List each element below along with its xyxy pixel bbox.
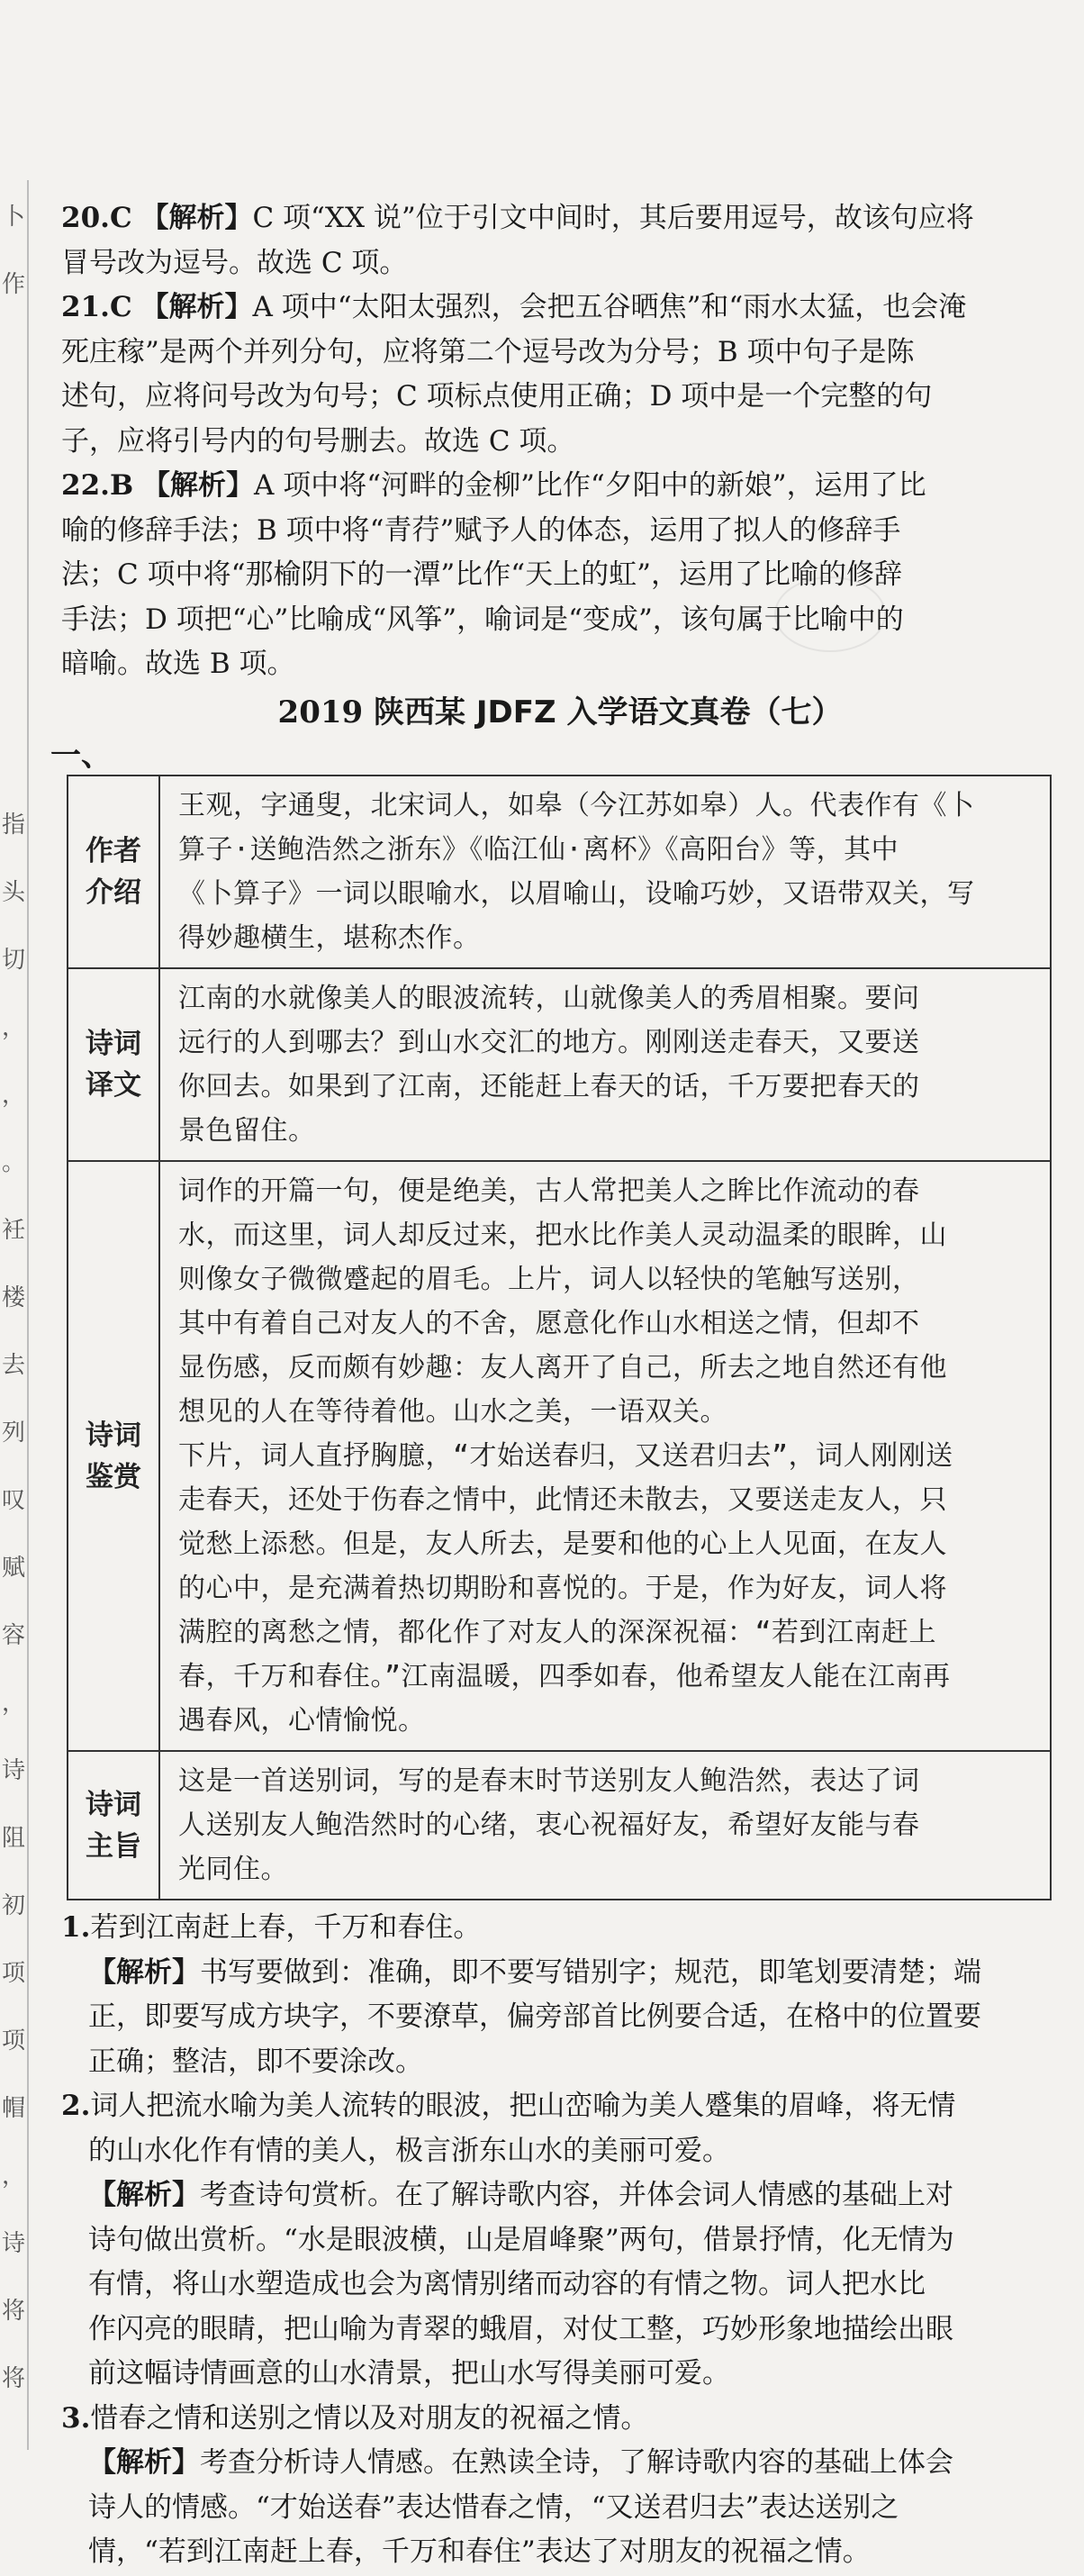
title-text: 陕西某 JDFZ 入学语文真卷（七） [374,694,843,730]
short-answers [61,1906,1059,2575]
answer-text: 词人把流水喻为美人流转的眼波，把山峦喻为美人蹙集的眉峰，将无情 [90,2090,956,2122]
analysis-text: 情，“若到江南赶上春，千万和春住”表达了对朋友的祝福之情。 [88,2535,871,2568]
margin-char: 项 [2,2027,26,2054]
item-text: 法；C 项中将“那榆阴下的一潭”比作“天上的虹”，运用了比喻的修辞 [61,558,902,591]
row-label-line: 主旨 [86,1829,141,1863]
item-line [61,642,1059,687]
margin-char: ， [2,1082,26,1109]
row-text-line: 得妙趣横生，堪称杰作。 [178,922,481,954]
analysis-text: 书写要做到：准确，即不要写错别字；规范，即笔划要清楚；端 [200,1955,981,1989]
document-content [50,196,1059,2575]
answer-text: 惜春之情和送别之情以及对朋友的祝福之情。 [90,2401,649,2435]
row-label-line: 诗词 [86,1788,141,1821]
section-heading: 一、 [50,738,112,774]
row-label-line: 诗词 [86,1419,141,1452]
margin-char: 项 [2,1960,26,1987]
answer-line [61,1906,1059,1951]
row-text-line: 景色留住。 [178,1115,316,1147]
analysis-tag: 【解析】 [140,202,253,234]
margin-char: 头 [2,879,26,906]
row-text-line: 算子·送鲍浩然之浙东》《临江仙·离杯》《高阳台》等，其中 [178,834,899,866]
item-text: 死庄稼”是两个并列分句，应将第二个逗号改为分号；B 项中句子是陈 [61,335,915,368]
analysis-line [61,2441,1059,2486]
row-label [68,1751,159,1900]
item-line [61,509,1059,554]
row-text-line: 则像女子微微蹙起的眉毛。上片，词人以轻快的笔触写送别， [178,1264,920,1295]
item-text: 述句，应将问号改为句号；C 项标点使用正确；D 项中是一个完整的句 [61,380,933,413]
analysis-tag: 【解析】 [88,2446,200,2479]
row-text-line: 想见的人在等待着他。山水之美，一语双关。 [178,1396,727,1428]
item-letter: C [109,202,132,234]
analysis-line [61,1995,1059,2040]
margin-char: ， [2,2163,26,2190]
item-line [61,286,1059,331]
analysis-text: 有情，将山水塑造成也会为离情别绪而动容的有情之物。词人把水比 [88,2268,926,2300]
item-text: A 项中“太阳太强烈，会把五谷晒焦”和“雨水太猛，也会淹 [252,291,967,323]
mc-answers [61,196,1059,687]
item-text: 手法；D 项把“心”比喻成“风筝”，喻词是“变成”，该句属于比喻中的 [61,603,904,636]
item-line [61,331,1059,376]
analysis-line [61,2040,1059,2085]
row-text [159,1161,1051,1751]
row-text-line: 你回去。如果到了江南，还能赶上春天的话，千万要把春天的 [178,1071,920,1102]
row-label [68,1161,159,1751]
row-text-line: 江南的水就像美人的眼波流转，山就像美人的秀眉相聚。要问 [178,983,920,1014]
row-label [68,776,159,968]
analysis-text: 作闪亮的眼睛，把山喻为青翠的蛾眉，对仗工整，巧妙形象地描绘出眼 [88,2312,953,2345]
margin-char: 将 [2,2298,26,2325]
margin-char: ， [2,1014,26,1041]
row-text [159,1751,1051,1900]
margin-char: 楼 [2,1284,26,1311]
answer-number: 1. [61,1911,91,1944]
margin-char: 切 [2,947,26,974]
exam-title [61,691,1059,736]
item-text: 冒号改为逗号。故选 C 项。 [61,246,408,279]
item-line [61,553,1059,598]
answer-line [61,2129,1059,2174]
margin-char: 列 [2,1420,26,1447]
item-line [61,375,1059,420]
analysis-text: 考查分析诗人情感。在熟读全诗，了解诗歌内容的基础上体会 [200,2446,953,2479]
row-text-line: 远行的人到哪去？到山水交汇的地方。刚刚送走春天，又要送 [178,1027,920,1058]
answer-line [61,2397,1059,2442]
analysis-text: 诗句做出赏析。“水是眼波横，山是眉峰聚”两句，借景抒情，化无情为 [88,2223,954,2256]
row-text [159,968,1051,1161]
margin-char: 去 [2,1352,26,1379]
left-margin-strip [0,180,29,2450]
margin-char: 将 [2,2365,26,2392]
analysis-text: 正，即要写成方块字，不要潦草，偏旁部首比例要合适，在格中的位置要 [88,2000,981,2033]
poem-info-table [67,775,1052,1900]
margin-char: 衽 [2,1217,26,1244]
answer-number: 2. [61,2090,91,2122]
margin-char: 诗 [2,1757,26,1784]
analysis-line [61,2263,1059,2308]
row-text-line: 遇春风，心情愉悦。 [178,1705,426,1737]
answer-line [61,2084,1059,2129]
analysis-line [61,2173,1059,2218]
margin-char: ， [2,1690,26,1717]
analysis-line [61,2218,1059,2263]
item-number: 22. [61,469,110,502]
margin-char: 作 [2,271,26,298]
row-label-line: 诗词 [86,1028,141,1060]
row-label-line: 鉴赏 [86,1460,141,1493]
margin-char: 指 [2,812,26,839]
row-text-line: 词作的开篇一句，便是绝美，古人常把美人之眸比作流动的春 [178,1175,920,1207]
item-number: 21. [61,291,110,323]
row-text-line: 满腔的离愁之情，都化作了对友人的深深祝福：“若到江南赶上 [178,1617,937,1648]
title-year: 2019 [277,694,364,730]
row-text-line: 王观，字通叟，北宋词人，如皋（今江苏如皋）人。代表作有《卜 [178,790,975,821]
item-letter: C [109,291,132,323]
item-number: 20. [61,202,110,234]
table-row [68,968,1051,1161]
item-line [61,464,1059,509]
row-label-line: 介绍 [86,876,141,909]
item-line [61,196,1059,241]
table-row [68,776,1051,968]
row-text-line: 的心中，是充满着热切期盼和喜悦的。于是，作为好友，词人将 [178,1573,947,1604]
row-label [68,968,159,1161]
row-text-line: 《卜算子》一词以眼喻水，以眉喻山，设喻巧妙，又语带双关，写 [178,878,975,910]
answer-text: 若到江南赶上春，千万和春住。 [90,1911,482,1944]
row-text-line: 显伤感，反而颇有妙趣：友人离开了自己，所去之地自然还有他 [178,1352,947,1383]
analysis-tag: 【解析】 [88,1955,200,1989]
item-text: C 项“XX 说”位于引文中间时，其后要用逗号，故该句应将 [252,202,974,234]
analysis-tag: 【解析】 [142,469,254,502]
margin-char: 。 [2,1149,26,1176]
row-text-line: 春，千万和春住。”江南温暖，四季如春，他希望友人能在江南再 [178,1661,951,1692]
item-text: 子，应将引号内的句号删去。故选 C 项。 [61,424,575,458]
row-text-line: 水，而这里，词人却反过来，把水比作美人灵动温柔的眼眸，山 [178,1220,947,1251]
margin-char: 卜 [2,204,26,231]
margin-char: 阻 [2,1825,26,1852]
row-text-line: 其中有着自己对友人的不舍，愿意化作山水相送之情，但却不 [178,1308,920,1339]
margin-char: 初 [2,1892,26,1919]
analysis-text: 正确；整洁，即不要涂改。 [88,2045,423,2078]
analysis-line [61,1951,1059,1996]
analysis-tag: 【解析】 [140,291,253,323]
row-label-line: 译文 [86,1069,141,1102]
row-text-line: 人送别友人鲍浩然时的心绪，衷心祝福好友，希望好友能与春 [178,1810,920,1841]
item-letter: B [109,469,134,502]
analysis-line [61,2486,1059,2531]
item-line [61,241,1059,286]
item-text: A 项中将“河畔的金柳”比作“夕阳中的新娘”，运用了比 [254,469,926,502]
item-text: 喻的修辞手法；B 项中将“青荇”赋予人的体态，运用了拟人的修辞手 [61,513,901,547]
analysis-line [61,2352,1059,2397]
margin-char: 容 [2,1622,26,1649]
item-text: 暗喻。故选 B 项。 [61,648,295,680]
table-row [68,1751,1051,1900]
analysis-line [61,2530,1059,2575]
analysis-tag: 【解析】 [88,2179,200,2211]
item-line [61,420,1059,465]
analysis-line [61,2308,1059,2353]
row-text-line: 觉愁上添愁。但是，友人所去，是要和他的心上人见面，在友人 [178,1528,947,1560]
analysis-text: 考查诗句赏析。在了解诗歌内容，并体会词人情感的基础上对 [200,2179,953,2211]
margin-char: 赋 [2,1555,26,1582]
answer-text: 的山水化作有情的美人，极言浙东山水的美丽可爱。 [88,2134,730,2167]
margin-char: 诗 [2,2230,26,2257]
margin-char: 帽 [2,2095,26,2122]
row-text [159,776,1051,968]
analysis-text: 诗人的情感。“才始送春”表达惜春之情，“又送君归去”表达送别之 [88,2490,899,2524]
row-text-line: 这是一首送别词，写的是春末时节送别友人鲍浩然，表达了词 [178,1765,920,1797]
margin-char: 叹 [2,1487,26,1514]
row-label-line: 作者 [86,835,141,867]
item-line [61,598,1059,643]
row-text-line: 走春天，还处于伤春之情中，此情还未散去，又要送走友人，只 [178,1484,947,1516]
answer-number: 3. [61,2401,91,2435]
row-text-line: 光同住。 [178,1854,288,1885]
row-text-line: 下片，词人直抒胸臆，“才始送春归，又送君归去”，词人刚刚送 [178,1440,953,1472]
table-row [68,1161,1051,1751]
analysis-text: 前这幅诗情画意的山水清景，把山水写得美丽可爱。 [88,2357,730,2390]
